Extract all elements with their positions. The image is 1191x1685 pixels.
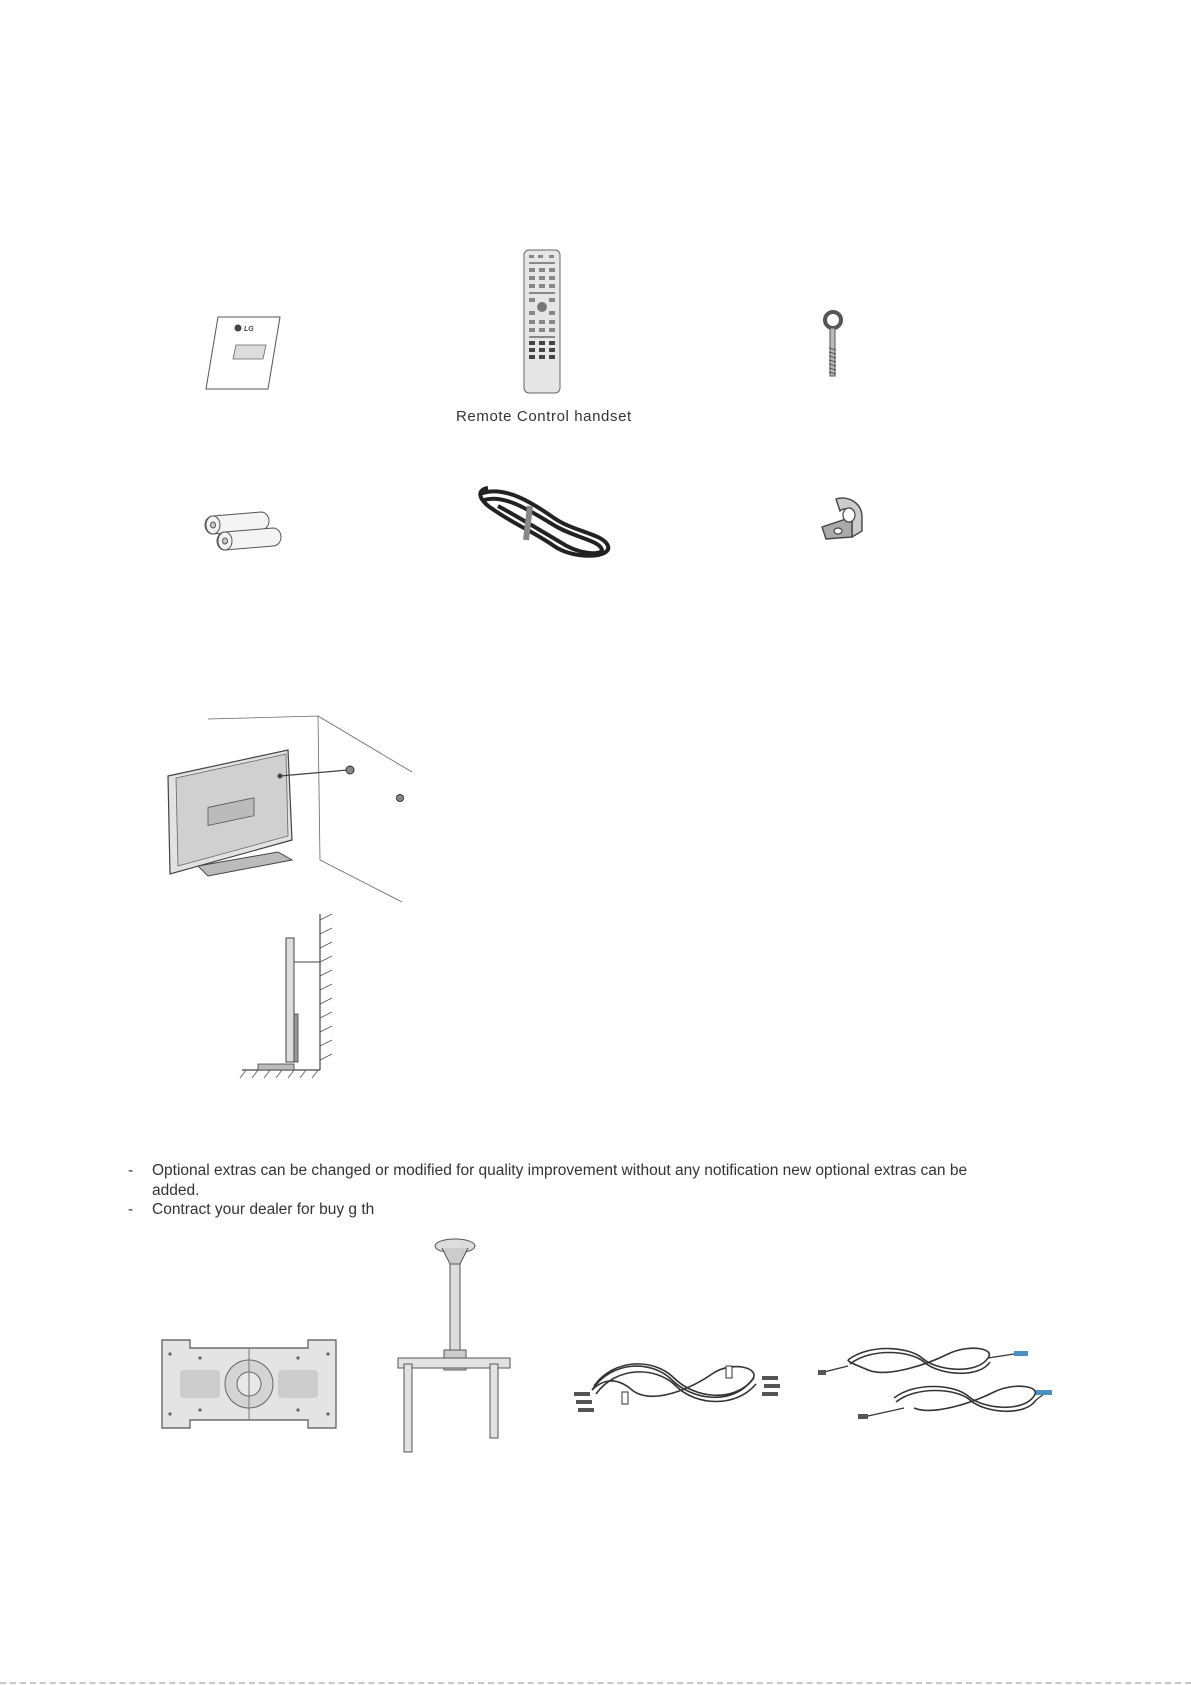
eye-bolt-illustration [818,308,848,380]
wall-mounting-plate-illustration [160,1334,340,1434]
note-text: Optional extras can be changed or modified for quality improvement without any notification new optional extras can be [152,1162,968,1179]
owners-manual-illustration [200,315,290,395]
power-cord-illustration [474,484,614,560]
remote-control-caption: Remote Control handset [456,408,632,425]
av-cable-illustration [572,1350,782,1416]
ceiling-mount-illustration [394,1238,514,1456]
component-cables-illustration [818,1344,1054,1424]
batteries-illustration [203,508,289,556]
page-bottom-border [0,1682,1191,1684]
manual-logo: LG [244,326,254,333]
wall-mount-perspective-illustration [168,716,418,902]
optional-extras-note-2 [128,1200,1028,1220]
note-text: Contract your dealer for buy g th [152,1201,375,1218]
note-text-continuation: added. [152,1182,200,1199]
remote-control-illustration [522,249,562,395]
wall-bracket-illustration [818,497,866,541]
note-bullet: - [128,1162,134,1179]
optional-extras-note-1 [128,1161,1028,1201]
note-bullet: - [128,1201,134,1218]
wall-mount-side-illustration [236,914,346,1080]
